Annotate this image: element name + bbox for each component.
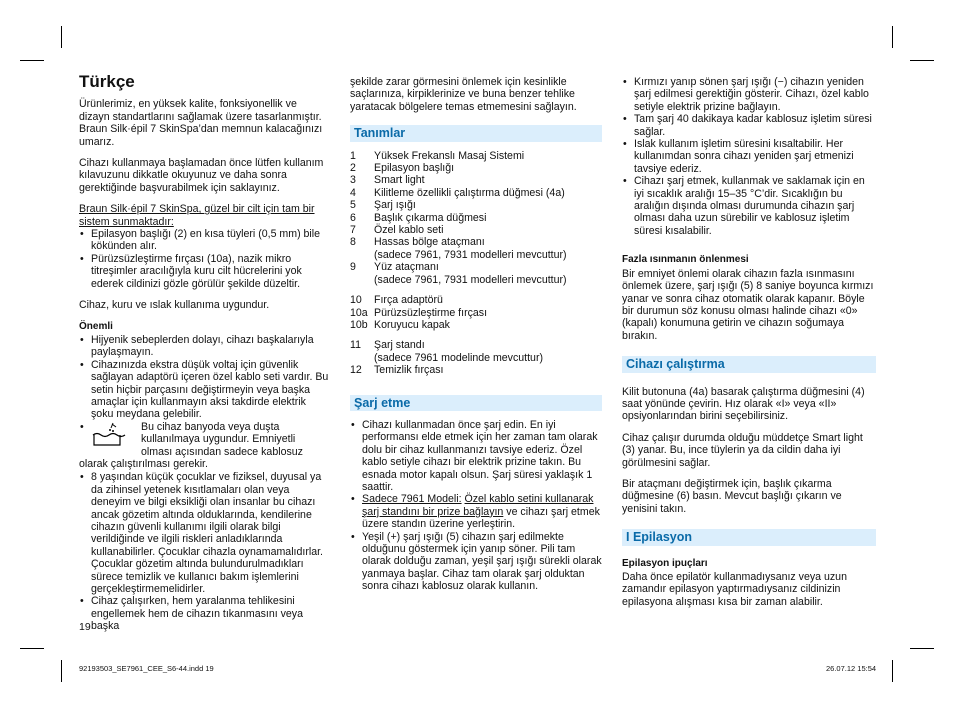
system-intro: Braun Silk·épil 7 SkinSpa, güzel bir cilt için tam bir sistem sunmaktadır: bbox=[79, 203, 315, 228]
section-heading-charging: Şarj etme bbox=[350, 395, 602, 411]
definition-item: 7 Özel kablo seti bbox=[350, 224, 444, 237]
definition-item: 10b Koruyucu kapak bbox=[350, 318, 450, 331]
list-item bbox=[79, 421, 329, 458]
caution-paragraph: şekilde zarar görmesini önlemek için kesinlikle saçlarınıza, kirpiklerinize ve buna benzer tehlike yaratacak bölgelere temas etmemesini sağlayın. bbox=[350, 76, 577, 113]
list-item: • Cihazınızda ekstra düşük voltaj için güvenlik sağlayan adaptörü içeren özel kablo seti vardır. Bu setin hiçbir parçasını değiştirmeyin veya başka amaçlar için kullanmayın aksi takdirde elektrik şoku meydana gelebilir. bbox=[79, 359, 329, 421]
safety-list bbox=[79, 471, 329, 632]
definition-item: 8 Hassas bölge ataçmanı bbox=[350, 236, 485, 249]
crop-mark bbox=[20, 60, 44, 61]
crop-mark bbox=[910, 648, 934, 649]
definition-item: 5 Şarj ışığı bbox=[350, 199, 416, 212]
bath-text-cont: olarak çalıştırılması gerekir. bbox=[79, 457, 208, 470]
bath-text: • Bu cihaz banyoda veya duşta kullanılmaya uygundur. Emniyetli olması açısından sadece kablosuz bbox=[141, 420, 303, 458]
definition-item: 9 Yüz ataçmanı bbox=[350, 261, 439, 274]
charging-list-cont bbox=[622, 76, 876, 237]
tips-heading: Epilasyon ipuçları bbox=[622, 557, 708, 569]
definition-item: 10a Pürüzsüzleştirme fırçası bbox=[350, 306, 488, 319]
crop-mark bbox=[892, 26, 893, 48]
overheat-heading: Fazla ısınmanın önlenmesi bbox=[622, 254, 749, 266]
list-item: • Hijyenik sebeplerden dolayı, cihazı başkalarıyla paylaşmayın. bbox=[79, 334, 329, 359]
list-item: • Yeşil (+) şarj ışığı (5) cihazın şarj edilmekte olduğunu göstermek için yanıp söner. Pili tam olarak dolduğu zaman, yeşil şarj ışığı sürekli olarak yanmaya başlar. Cihaz tam olarak şarj olduktan sonra cihazı kablosuz olarak kullanın. bbox=[350, 531, 602, 593]
overheat-paragraph: Bir emniyet önlemi olarak cihazın fazla ısınmasını önlemek üzere, şarj ışığı (5) 8 saniye boyunca kırmızı yanar ve sonra cihaz otomatik olarak kapanır. Böyle bir durumun söz konusu olması halinde cihazı «0» (kapalı) konumuna getirin ve cihazın soğumaya bırakın. bbox=[622, 267, 874, 342]
definition-note: (sadece 7961, 7931 modelleri mevcuttur) bbox=[374, 248, 567, 261]
wet-dry-paragraph: Cihaz, kuru ve ıslak kullanıma uygundur. bbox=[79, 299, 270, 312]
section-heading-epilation: I Epilasyon bbox=[622, 529, 876, 545]
definition-note: (sadece 7961, 7931 modelleri mevcuttur) bbox=[374, 273, 567, 286]
tips-paragraph: Daha önce epilatör kullanmadıysanız veya uzun zamandır epilasyon yaptırmadıysanız cildinizin epilasyona alışması kısa bir zaman alabilir. bbox=[622, 571, 847, 608]
definition-item: 2 Epilasyon başlığı bbox=[350, 162, 455, 175]
crop-mark bbox=[910, 60, 934, 61]
definition-item: 10 Fırça adaptörü bbox=[350, 294, 443, 307]
crop-mark bbox=[20, 648, 44, 649]
intro-paragraph: Ürünlerimiz, en yüksek kalite, fonksiyonellik ve dizayn standartlarını sağlamak üzere tasarlanmıştır. Braun Silk·épil 7 SkinSpa’dan memnun kalacağınızı umarız. bbox=[79, 98, 323, 148]
list-item: • Islak kullanım işletim süresini kısaltabilir. Her kullanımdan sonra cihazı yeniden şarj etmenizi tavsiye ederiz. bbox=[622, 138, 876, 175]
list-item: • 8 yaşından küçük çocuklar ve fiziksel, duyusal ya da zihinsel yetenek kısıtlamaları olan veya deneyim ve bilgi eksikliği olan insanlar bu cihazı ancak gözetim altında olduklarında, kendilerine cihazın güvenli kullanımı ilgili olarak bilgi verildiğinde ve ilgili riskleri anladıklarında kullanabilirler. Çocuklar cihazla oynamamalıdırlar. Çocuklar gözetim altında bulundurulmadıkları sürece temizlik ve kullanıcı bakım işlemlerini gerçekleştirmemelidirler. bbox=[79, 471, 329, 595]
section-heading-operating: Cihazı çalıştırma bbox=[622, 356, 876, 372]
list-item: • Pürüzsüzleştirme fırçası (10a), nazik mikro titreşimler aracılığıyla kuru cilt hücrelerini yok ederek cildinizi gözle görülür şekilde düzeltir. bbox=[79, 253, 329, 290]
definition-item: 1 Yüksek Frekanslı Masaj Sistemi bbox=[350, 149, 525, 162]
list-item: • Kırmızı yanıp sönen şarj ışığı (−) cihazın yeniden şarj edilmesi gerektiğin gösterir. Cihazı, özel kablo setiyle elektrik prizine bağlayın. bbox=[622, 76, 876, 113]
read-manual-paragraph: Cihazı kullanmaya başlamadan önce lütfen kullanım kılavuzunu dikkatle okuyunuz ve daha sonra gerektiğinde başvurabilmek için saklayınız. bbox=[79, 157, 324, 194]
system-list bbox=[79, 228, 329, 290]
operate-paragraph-2: Cihaz çalışır durumda olduğu müddetçe Smart light (3) yanar. Bu, ince tüylerin ya da cildin daha iyi görülmesini sağlar. bbox=[622, 431, 863, 469]
section-heading-definitions: Tanımlar bbox=[350, 125, 602, 141]
list-item: • Tam şarj 40 dakikaya kadar kablosuz işletim süresi sağlar. bbox=[622, 113, 876, 138]
definition-item: 11 Şarj standı bbox=[350, 339, 425, 352]
crop-mark bbox=[61, 660, 62, 682]
page-number: 19 bbox=[79, 621, 91, 633]
footer-timestamp: 26.07.12 15:54 bbox=[826, 664, 877, 673]
bath-shower-icon bbox=[91, 421, 141, 458]
important-heading: Önemli bbox=[79, 320, 113, 332]
operate-paragraph-3: Bir ataçmanı değiştirmek için, başlık çıkarma düğmesine (6) basın. Mevcut başlığı çıkarın ve yenisini takın. bbox=[622, 477, 842, 515]
footer-file-info: 92193503_SE7961_CEE_S6-44.indd 19 bbox=[79, 664, 214, 673]
list-item: • Epilasyon başlığı (2) en kısa tüyleri (0,5 mm) bile kökünden alır. bbox=[79, 228, 329, 253]
column-2 bbox=[350, 76, 602, 602]
column-3 bbox=[622, 76, 876, 617]
crop-mark bbox=[892, 660, 893, 682]
crop-mark bbox=[61, 26, 62, 48]
page-title: Türkçe bbox=[79, 72, 135, 91]
important-list bbox=[79, 334, 329, 458]
definition-item: 6 Başlık çıkarma düğmesi bbox=[350, 211, 487, 224]
definition-note: (sadece 7961 modelinde mevcuttur) bbox=[374, 351, 544, 364]
definition-item: 12 Temizlik fırçası bbox=[350, 364, 444, 377]
list-item: • Cihaz çalışırken, hem yaralanma tehlikesini engellemek hem de cihazın tıkanmasını veya başka bbox=[79, 595, 329, 632]
definition-item: 4 Kilitleme özellikli çalıştırma düğmesi (4a) bbox=[350, 186, 565, 199]
definition-item: 3 Smart light bbox=[350, 174, 425, 187]
list-item: • Cihazı şarj etmek, kullanmak ve saklamak için en iyi sıcaklık aralığı 15–35 °C’dir. Sıcaklığın bu aralığın dışında olması durumunda cihazın şarj olması daha uzun sürebilir ve kablosuz işletim süresi kısalabilir. bbox=[622, 175, 876, 237]
list-item: • Sadece 7961 Modeli: Özel kablo setini kullanarak şarj standını bir prize bağlayın ve cihazı şarj etmek üzere standın üzerine yerleştirin. bbox=[350, 493, 602, 530]
definitions-list bbox=[350, 150, 602, 377]
charging-list bbox=[350, 419, 602, 593]
column-1 bbox=[79, 72, 329, 642]
operate-paragraph-1: Kilit butonuna (4a) basarak çalıştırma düğmesini (4) saat yönünde çevirin. Hız olarak «I» veya «II» opsiyonlarından birini seçebilirsiniz. bbox=[622, 385, 865, 423]
list-item: • Cihazı kullanmadan önce şarj edin. En iyi performansı elde etmek için her zaman tam olarak dolu bir cihaz kullanmanızı tavsiye ederiz. Özel kablo setiyle cihazı bir elektrik prizine takın. Bu esnada motor kapalı olsun. Şarj süresi yaklaşık 1 saattir. bbox=[350, 419, 602, 493]
